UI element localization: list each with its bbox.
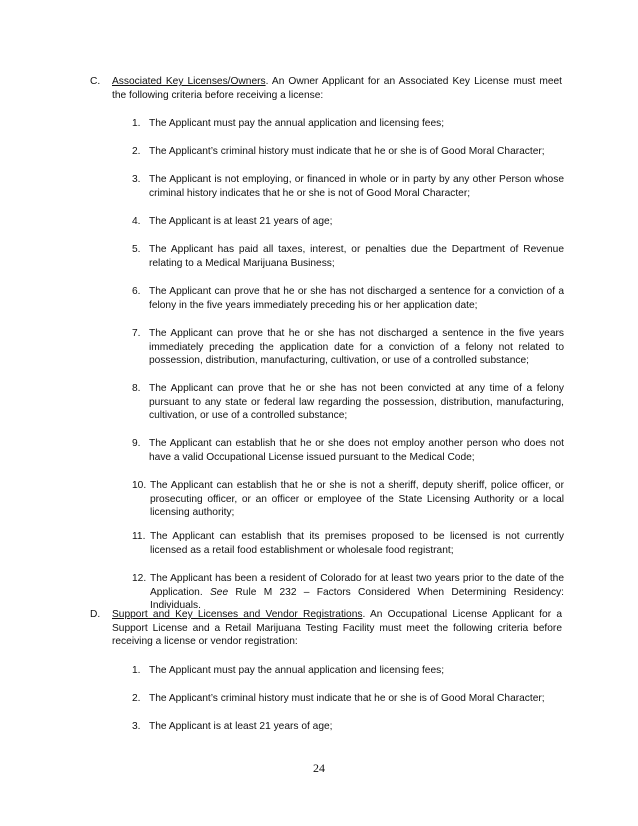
list-item — [132, 243, 564, 270]
item-text: The Applicant can prove that he or she has not discharged a sentence in the five years immediately preceding the application date for a conviction of a felony not related to possession, distribution, manufacturing, cultivation, or use of a controlled substance; — [149, 328, 564, 367]
see-reference: See — [209, 586, 229, 598]
item-number: 6. — [132, 286, 141, 297]
section-c — [90, 75, 562, 102]
item-text-end: Rule M 232 – Factors Considered When Determining Residency: Individuals. — [150, 586, 564, 612]
section-heading: Support and Key Licenses and Vendor Registrations — [112, 609, 363, 620]
list-item — [132, 437, 564, 464]
item-text: The Applicant is at least 21 years of age; — [149, 216, 333, 227]
item-number: 2. — [132, 693, 141, 704]
list-item — [132, 664, 564, 678]
item-text: The Applicant must pay the annual application and licensing fees; — [149, 665, 445, 676]
item-text — [150, 572, 564, 613]
item-text: The Applicant’s criminal history must indicate that he or she is of Good Moral Character; — [149, 693, 545, 704]
list-item — [132, 530, 564, 557]
item-text: The Applicant is at least 21 years of age; — [149, 721, 333, 732]
item-text: The Applicant’s criminal history must indicate that he or she is of Good Moral Character; — [149, 146, 545, 157]
item-number: 2. — [132, 146, 141, 157]
section-letter: C. — [90, 76, 101, 87]
item-number: 8. — [132, 383, 141, 394]
section-intro-text: . An Owner Applicant for an Associated Key License must meet the following criteria before receiving a license: — [112, 76, 562, 101]
item-number: 3. — [132, 174, 141, 185]
item-number: 12. — [132, 573, 147, 584]
list-item — [132, 117, 564, 131]
item-number: 1. — [132, 118, 141, 129]
item-text: The Applicant can establish that its premises proposed to be licensed is not currently licensed as a retail food establishment or wholesale food registrant; — [150, 531, 564, 556]
item-text: The Applicant can prove that he or she has not discharged a sentence for a conviction of a felony in the five years immediately preceding his or her application date; — [149, 286, 564, 311]
section-heading: Associated Key Licenses/Owners — [112, 76, 266, 87]
item-text: The Applicant is not employing, or financed in whole or in party by any other Person whose criminal history indicates that he or she is not of Good Moral Character; — [149, 174, 564, 199]
item-text-start: The Applicant has been a resident of Colorado for at least two years prior to the date of the Application. — [150, 573, 564, 598]
list-item — [132, 720, 564, 734]
list-item — [132, 692, 564, 706]
item-number: 4. — [132, 216, 141, 227]
item-number: 5. — [132, 244, 141, 255]
page-number: 24 — [313, 761, 325, 775]
item-number: 10. — [132, 480, 147, 491]
list-item — [132, 145, 564, 159]
item-text: The Applicant can prove that he or she has not been convicted at any time of a felony pursuant to any state or federal law regarding the possession, distribution, manufacturing, cultivation, or use of a controlled substance; — [149, 383, 564, 422]
list-item — [132, 572, 564, 613]
list-item — [132, 215, 564, 229]
list-item — [132, 327, 564, 368]
item-number: 9. — [132, 438, 141, 449]
item-number: 7. — [132, 328, 141, 339]
section-intro-text: . An Occupational License Applicant for a Support License and a Retail Marijuana Testing Facility must meet the following criteria before receiving a license or vendor registration: — [112, 609, 562, 648]
list-item — [132, 285, 564, 312]
section-intro — [112, 75, 562, 102]
section-d — [90, 608, 562, 649]
item-text: The Applicant can establish that he or she does not employ another person who does not have a valid Occupational License issued pursuant to the Medical Code; — [149, 438, 564, 463]
item-number: 1. — [132, 665, 141, 676]
item-text: The Applicant has paid all taxes, interest, or penalties due the Department of Revenue relating to a Medical Marijuana Business; — [149, 244, 564, 269]
section-intro — [112, 608, 562, 649]
section-letter: D. — [90, 609, 101, 620]
list-item — [132, 382, 564, 423]
item-number: 3. — [132, 721, 141, 732]
item-number: 11. — [132, 531, 146, 542]
item-text: The Applicant must pay the annual application and licensing fees; — [149, 118, 445, 129]
list-item — [132, 479, 564, 520]
item-text: The Applicant can establish that he or she is not a sheriff, deputy sheriff, police officer, or prosecuting officer, or an officer or employee of the State Licensing Authority or a local licensing authority; — [150, 480, 564, 519]
list-item — [132, 173, 564, 200]
